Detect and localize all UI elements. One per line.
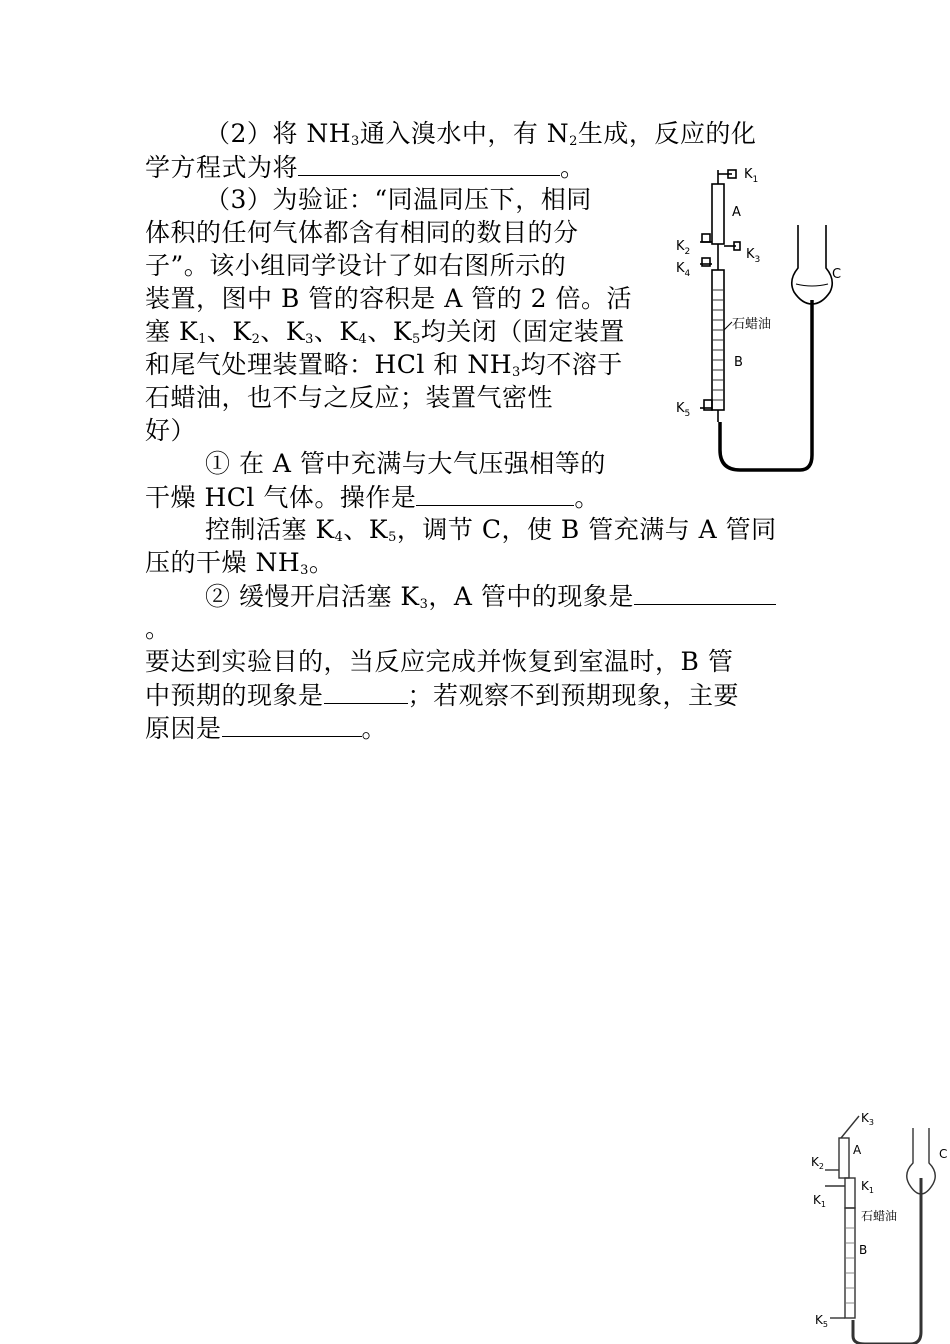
- label-k4: K: [676, 261, 685, 276]
- label-k5: K: [676, 401, 685, 416]
- label-k1-b: K: [813, 1193, 821, 1207]
- answer-blank-equation[interactable]: [298, 151, 560, 176]
- subscript: 3: [419, 597, 429, 612]
- q2-text-c: 生成，反应的化: [577, 119, 757, 148]
- answer-blank-operation[interactable]: [416, 481, 574, 506]
- text: 均关闭（固定装置: [420, 317, 625, 346]
- text: 、K: [260, 317, 306, 346]
- label-k2: K: [676, 239, 685, 254]
- sub2-line-5: [145, 712, 387, 745]
- svg-text:K3: [746, 247, 760, 265]
- q3-line-1: （3）为验证：“同温同压下，相同: [205, 185, 592, 214]
- label-k3: K: [861, 1111, 869, 1125]
- q3-line-7: 石蜡油，也不与之反应；装置气密性: [145, 383, 554, 412]
- q3-line-8: 好）: [145, 416, 197, 445]
- svg-text:K4: [676, 261, 691, 279]
- q3-line-5: [145, 316, 625, 348]
- label-c: C: [832, 267, 842, 282]
- subscript: 5: [412, 332, 421, 347]
- q3-line-2: 体积的任何气体都含有相同的数目的分: [145, 218, 579, 247]
- text: 塞 K: [145, 317, 199, 346]
- svg-text:K1: [861, 1179, 874, 1195]
- subscript: 4: [334, 530, 344, 545]
- subscript: 5: [684, 409, 691, 419]
- text: 原因是: [145, 714, 222, 743]
- subscript: 1: [198, 332, 207, 347]
- sub2-line-1: [205, 580, 776, 613]
- q2-line-1: [205, 118, 756, 150]
- apparatus-figure-duplicate: [805, 1108, 950, 1344]
- label-k2: K: [811, 1155, 819, 1169]
- svg-text:K1: [813, 1193, 826, 1209]
- punct: 。: [361, 714, 388, 743]
- subscript: 2: [684, 247, 691, 257]
- label-k1: K: [744, 167, 753, 182]
- apparatus-figure: [670, 160, 850, 480]
- text: 、K: [367, 317, 412, 346]
- text: 、K: [343, 515, 389, 544]
- punct: 。: [574, 483, 600, 512]
- subscript: 2: [818, 1162, 824, 1171]
- subscript: 1: [752, 175, 759, 185]
- subscript: 3: [868, 1118, 874, 1127]
- subscript: 2: [251, 332, 261, 347]
- label-paraffin-oil: 石蜡油: [861, 1209, 898, 1223]
- text: ② 缓慢开启活塞 K: [205, 582, 420, 611]
- sub2-line-4: [145, 679, 739, 712]
- text: ，A 管中的现象是: [428, 582, 634, 611]
- subscript: 3: [300, 563, 309, 578]
- label-a: A: [732, 205, 741, 220]
- q2-line-2: [145, 151, 586, 184]
- label-k3: K: [746, 247, 755, 262]
- sub1-line-1: ① 在 A 管中充满与大气压强相等的: [205, 449, 606, 478]
- text: 控制活塞 K: [205, 515, 335, 544]
- q3-line-6: [145, 349, 623, 381]
- label-paraffin-oil: 石蜡油: [732, 317, 772, 332]
- text: 、K: [313, 317, 359, 346]
- text: 、K: [206, 317, 252, 346]
- text: 压的干燥 NH: [145, 548, 301, 577]
- text: 均不溶于: [520, 350, 623, 379]
- subscript: 1: [868, 1186, 874, 1195]
- text: ，调节 C，使 B 管充满与 A 管同: [396, 515, 777, 544]
- subscript: 3: [351, 134, 360, 149]
- text: 。: [308, 548, 335, 577]
- sub1-line-4: [145, 547, 334, 579]
- q2-text-a: （2）将 NH: [205, 119, 352, 148]
- subscript: 4: [358, 332, 368, 347]
- answer-blank-reason[interactable]: [222, 712, 362, 737]
- subscript: 3: [305, 332, 314, 347]
- subscript: 4: [684, 269, 691, 279]
- q3-line-4: 装置，图中 B 管的容积是 A 管的 2 倍。活: [145, 284, 633, 313]
- svg-text:K5: [676, 401, 690, 419]
- subscript: 3: [512, 365, 521, 380]
- svg-text:K3: [861, 1111, 874, 1127]
- punct: 。: [560, 153, 586, 182]
- svg-text:K2: [811, 1155, 824, 1171]
- sub1-line-3: [205, 514, 777, 546]
- subscript: 5: [388, 530, 397, 545]
- svg-text:K2: [676, 239, 690, 257]
- text: 干燥 HCl 气体。操作是: [145, 483, 417, 512]
- label-b: B: [734, 355, 743, 370]
- answer-blank-expected-b[interactable]: [324, 679, 408, 704]
- subscript: 5: [822, 1320, 828, 1329]
- text: ；若观察不到预期现象，主要: [407, 681, 740, 710]
- subscript: 1: [820, 1200, 826, 1209]
- label-k5: K: [815, 1313, 823, 1327]
- q2-prompt: 学方程式为将: [145, 153, 299, 182]
- svg-text:K1: [744, 167, 758, 185]
- label-k1: K: [861, 1179, 869, 1193]
- sub1-line-2: [145, 481, 600, 514]
- label-a: A: [853, 1143, 862, 1157]
- svg-text:K5: [815, 1313, 828, 1329]
- answer-blank-phenomenon-a[interactable]: [634, 580, 776, 605]
- q2-text-b: 通入溴水中，有 N: [359, 119, 570, 148]
- text: 中预期的现象是: [145, 681, 324, 710]
- label-c: C: [939, 1147, 948, 1161]
- text: 和尾气处理装置略：HCl 和 NH: [145, 350, 512, 379]
- label-b: B: [859, 1243, 868, 1257]
- sub2-line-2: 。: [145, 614, 171, 643]
- subscript: 2: [569, 134, 578, 149]
- sub2-line-3: 要达到实验目的，当反应完成并恢复到室温时，B 管: [145, 647, 734, 676]
- subscript: 3: [754, 255, 761, 265]
- q3-line-3: 子”。该小组同学设计了如右图所示的: [145, 251, 567, 280]
